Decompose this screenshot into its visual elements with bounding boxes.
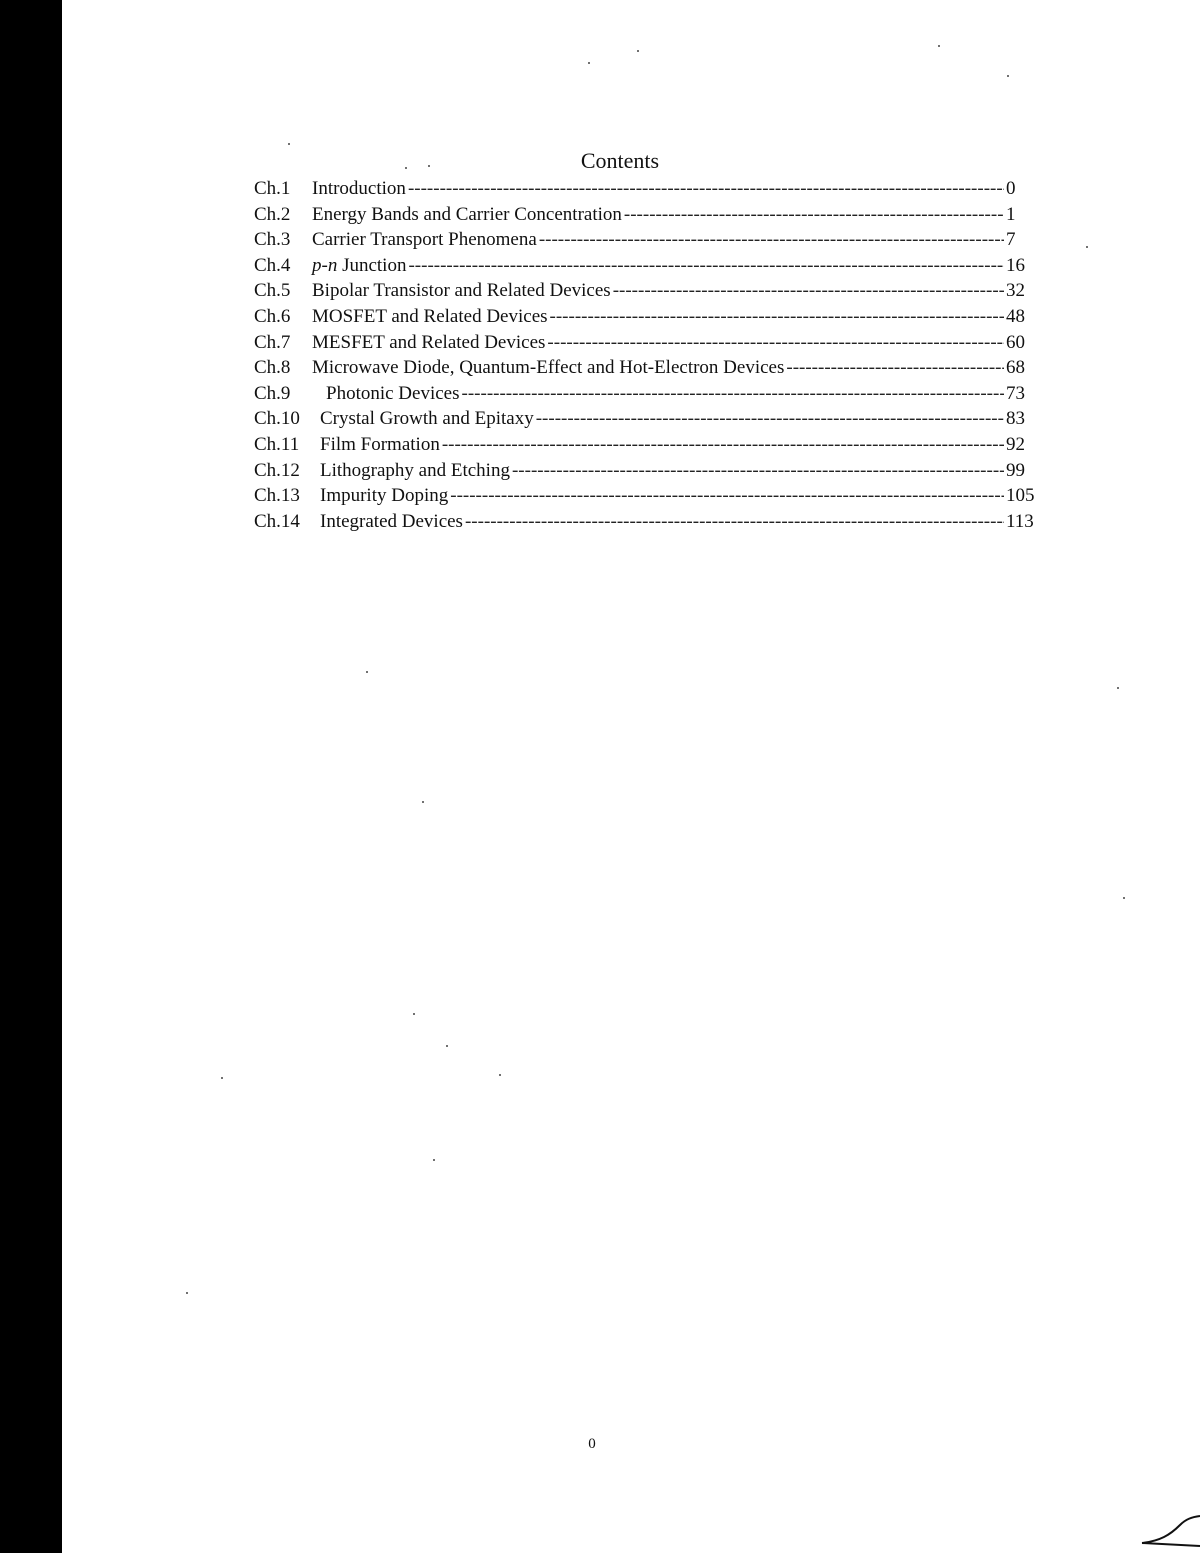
- table-of-contents: [254, 176, 1040, 534]
- dot-leader: [539, 227, 1004, 253]
- chapter-page: 0: [1006, 178, 1016, 199]
- chapter-title: MOSFET and Related Devices: [312, 305, 548, 327]
- chapter-number: Ch.9: [254, 382, 291, 404]
- dot-leader: [536, 406, 1004, 432]
- dot-leader: [450, 483, 1004, 509]
- scan-dark-margin: [0, 0, 62, 1553]
- chapter-page: 7: [1006, 229, 1016, 251]
- chapter-title-italic: p-n: [312, 254, 338, 276]
- chapter-title: [312, 253, 406, 279]
- scan-speck: [1007, 75, 1009, 77]
- chapter-page: 99: [1006, 459, 1025, 481]
- chapter-number: Ch.5: [254, 280, 291, 302]
- scan-speck: [422, 801, 424, 803]
- chapter-page: 16: [1006, 254, 1025, 276]
- scan-speck: [405, 167, 407, 169]
- scan-speck: [433, 1159, 435, 1161]
- chapter-page: 83: [1006, 408, 1025, 430]
- scan-speck: [288, 143, 290, 145]
- chapter-number: Ch.6: [254, 305, 291, 327]
- chapter-page: 73: [1006, 382, 1025, 404]
- chapter-number: Ch.12: [254, 459, 300, 481]
- chapter-number: Ch.14: [254, 510, 300, 532]
- dot-leader: [786, 355, 1004, 381]
- toc-entry: [254, 176, 1040, 202]
- scan-speck: [637, 50, 639, 52]
- scan-speck: [186, 1292, 188, 1294]
- chapter-title: Carrier Transport Phenomena: [312, 229, 537, 251]
- chapter-number: Ch.1: [254, 178, 291, 199]
- chapter-page: 105: [1006, 485, 1035, 507]
- dot-leader: [613, 278, 1004, 304]
- chapter-number: Ch.4: [254, 254, 291, 276]
- dot-leader: [442, 432, 1004, 458]
- page-number: 0: [588, 1436, 596, 1452]
- chapter-page: 48: [1006, 305, 1025, 327]
- scan-speck: [1117, 687, 1119, 689]
- dot-leader: [465, 509, 1004, 535]
- toc-entry: [254, 406, 1040, 432]
- chapter-page: 92: [1006, 433, 1025, 455]
- toc-entry: [254, 304, 1040, 330]
- chapter-page: 1: [1006, 203, 1016, 225]
- chapter-title: Photonic Devices: [326, 382, 460, 404]
- scan-speck: [428, 165, 430, 167]
- toc-entry: [254, 509, 1040, 535]
- toc-entry: [254, 381, 1040, 407]
- chapter-number: Ch.3: [254, 229, 291, 251]
- chapter-number: Ch.2: [254, 203, 291, 225]
- dot-leader: [462, 381, 1004, 407]
- scan-speck: [588, 62, 590, 64]
- toc-entry: [254, 227, 1040, 253]
- dot-leader: [547, 330, 1004, 356]
- toc-entry: [254, 483, 1040, 509]
- toc-entry: [254, 458, 1040, 484]
- chapter-title: Impurity Doping: [320, 485, 449, 507]
- toc-entry: [254, 202, 1040, 228]
- toc-entry: [254, 253, 1040, 279]
- chapter-title: MESFET and Related Devices: [312, 331, 546, 353]
- toc-entry: [254, 432, 1040, 458]
- toc-heading: Contents: [580, 148, 660, 173]
- dot-leader: [624, 202, 1004, 228]
- chapter-page: 32: [1006, 280, 1025, 302]
- chapter-title: Bipolar Transistor and Related Devices: [312, 280, 611, 302]
- chapter-title: Film Formation: [320, 433, 440, 455]
- chapter-title: Microwave Diode, Quantum-Effect and Hot-Electron Devices: [312, 357, 785, 379]
- chapter-title: Lithography and Etching: [320, 459, 510, 481]
- toc-entry: [254, 330, 1040, 356]
- chapter-title: Crystal Growth and Epitaxy: [320, 408, 534, 430]
- dot-leader: [550, 304, 1004, 330]
- page-curl-mark: [1140, 1513, 1200, 1553]
- scan-speck: [1086, 246, 1088, 248]
- dot-leader: [512, 458, 1004, 484]
- scan-speck: [221, 1077, 223, 1079]
- chapter-title-rest: Junction: [337, 254, 407, 276]
- scan-speck: [1123, 897, 1125, 899]
- chapter-title: Introduction: [312, 178, 406, 199]
- chapter-number: Ch.7: [254, 331, 291, 353]
- scan-speck: [366, 671, 368, 673]
- scan-speck: [499, 1074, 501, 1076]
- chapter-page: 113: [1006, 510, 1034, 532]
- dot-leader: [408, 253, 1004, 279]
- chapter-number: Ch.11: [254, 433, 300, 455]
- chapter-number: Ch.13: [254, 485, 300, 507]
- chapter-title: Integrated Devices: [320, 510, 463, 532]
- toc-entry: [254, 355, 1040, 381]
- scan-speck: [413, 1013, 415, 1015]
- chapter-page: 60: [1006, 331, 1025, 353]
- scan-speck: [446, 1045, 448, 1047]
- chapter-number: Ch.8: [254, 357, 291, 379]
- chapter-title: Energy Bands and Carrier Concentration: [312, 203, 622, 225]
- chapter-page: 68: [1006, 357, 1025, 379]
- toc-entry: [254, 278, 1040, 304]
- scan-speck: [938, 45, 940, 47]
- chapter-number: Ch.10: [254, 408, 300, 430]
- dot-leader: [408, 176, 1004, 202]
